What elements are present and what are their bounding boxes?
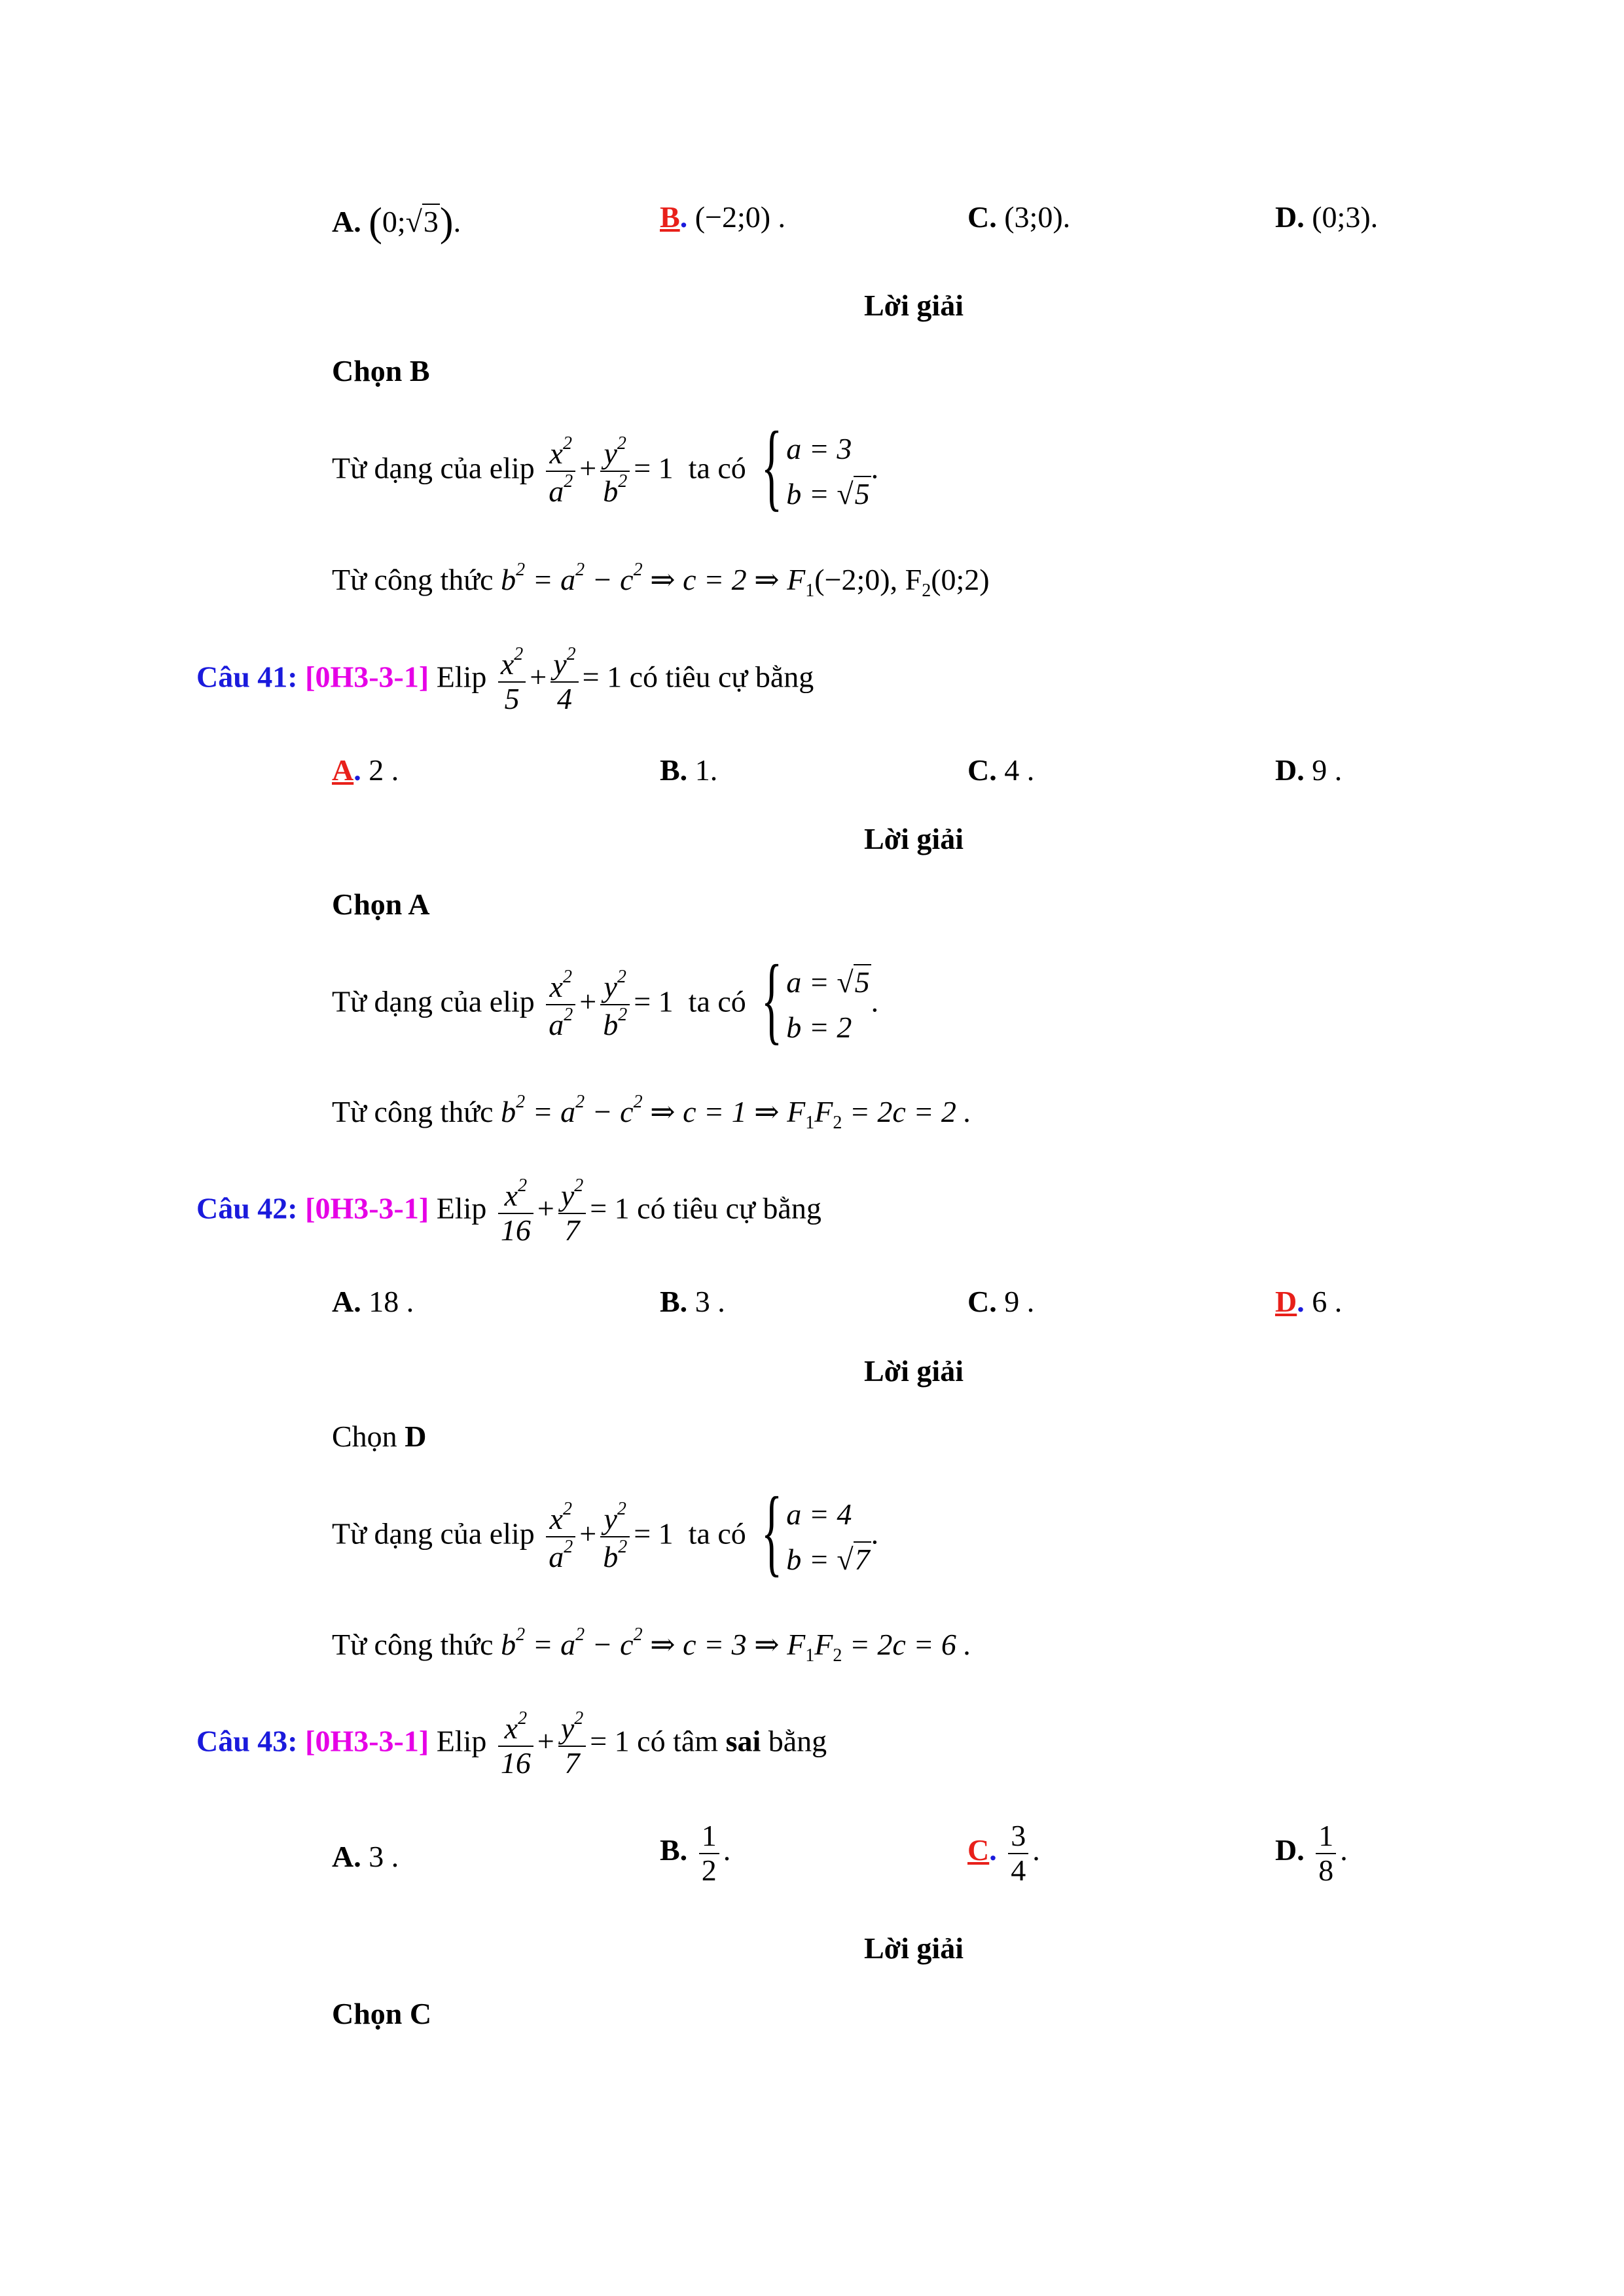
q41-option-b: B. 1. [660,753,718,787]
q40-line1: Từ dạng của elip $\frac{x^2}{a^2}$ + $\frac{y^2}{b^2}$ = 1 ta có { a = 3 b = √5 . [332,412,879,520]
q41-line1: Từ dạng của elip $\frac{x^2}{a^2}$ + $\frac{y^2}{b^2}$ = 1 ta có { a = √5 b = 2 . [332,945,879,1054]
q41-option-c: C. 4 . [967,753,1035,787]
q41-option-d: D. 9 . [1275,753,1343,787]
q43-option-b: B. $\frac{1}{2}$ . [660,1819,731,1887]
q40-line2: Từ công thức $b^2 = a^2 - c^2$ ⇒ c = 2 ⇒ $F_1(-2;0)$, $F_2(0;2)$ [332,560,990,601]
q41-solution-heading: Lời giải [864,822,964,855]
q43-solution-heading: Lời giải [864,1931,964,1965]
q40-option-d: D. (0;3). [1275,200,1379,234]
q42-option-a: A. 18 . [332,1285,414,1318]
q43-option-d: D. $\frac{1}{8}$ . [1275,1819,1348,1887]
q40-option-a: A. (0;√3). [332,200,461,245]
q40-option-c: C. (3;0). [967,200,1071,234]
q42-option-b: B. 3 . [660,1285,725,1318]
q41-line2: Từ công thức $b^2 = a^2 - c^2$ ⇒ c = 1 ⇒ $F_1F_2 = 2c = 2$ . [332,1092,971,1133]
q42-choose: Chọn D [332,1420,427,1453]
q40-solution-heading: Lời giải [864,289,964,322]
q41-choose: Chọn A [332,888,430,921]
q42-line1: Từ dạng của elip $\frac{x^2}{a^2}$ + $\frac{y^2}{b^2}$ = 1 ta có { a = 4 b = √7 . [332,1477,879,1586]
q40-option-b: B. (−2;0) . [660,200,786,234]
q43-option-c: C. $\frac{3}{4}$ . [967,1819,1040,1887]
q41-option-a: A. 2 . [332,753,399,787]
q43-choose: Chọn C [332,1997,432,2030]
q43-question: Câu 43: [0H3-3-1] Elip $\frac{x^2}{16}$ + $\frac{y^2}{7}$ = 1 có tâm sai bằng [196,1708,827,1780]
q41-question: Câu 41: [0H3-3-1] Elip $\frac{x^2}{5}$ + $\frac{y^2}{4}$ = 1 có tiêu cự bằng [196,644,814,715]
q42-option-d: D. 6 . [1275,1285,1343,1318]
q42-option-c: C. 9 . [967,1285,1035,1318]
q40-choose: Chọn B [332,354,430,387]
q42-question: Câu 42: [0H3-3-1] Elip $\frac{x^2}{16}$ + $\frac{y^2}{7}$ = 1 có tiêu cự bằng [196,1175,821,1247]
q42-line2: Từ công thức $b^2 = a^2 - c^2$ ⇒ c = 3 ⇒ $F_1F_2 = 2c = 6$ . [332,1624,971,1666]
q42-solution-heading: Lời giải [864,1354,964,1388]
q43-option-a: A. 3 . [332,1840,399,1873]
